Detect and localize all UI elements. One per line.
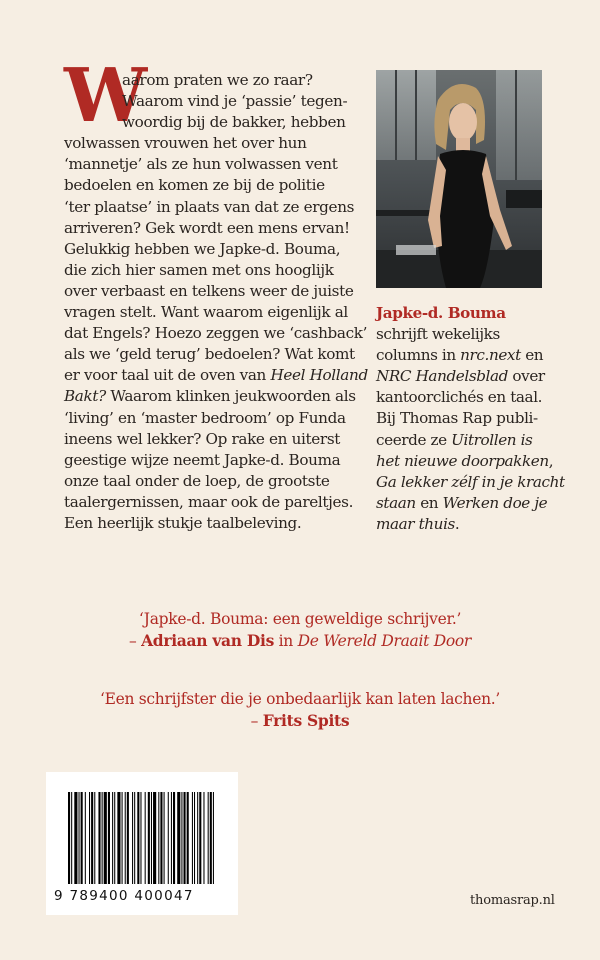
- bio-line-part: en: [415, 493, 443, 512]
- bio-line-part: ,: [548, 451, 554, 470]
- barcode-bar: [213, 792, 214, 884]
- book-title-italic: Heel Holland: [270, 366, 368, 385]
- barcode-bar: [203, 792, 204, 884]
- book-title-italic: het nieuwe doorpakken: [376, 451, 549, 470]
- blurb-line: volwassen vrouwen het over hun: [64, 134, 307, 153]
- barcode-bar: [125, 792, 126, 884]
- barcode-bar: [127, 792, 129, 884]
- blurb-line: vragen stelt. Want waarom eigenlijk al: [64, 303, 348, 322]
- bio-line: kantoorclichés en taal.: [376, 388, 543, 407]
- bio-line: [376, 430, 556, 451]
- barcode-bar: [108, 792, 110, 884]
- blurb-line: over verbaast en telkens weer de juiste: [64, 281, 354, 300]
- bio-line: [376, 451, 556, 472]
- barcode-bar: [81, 792, 83, 884]
- blurb-line: aarom praten we zo raar?: [122, 71, 313, 89]
- bio-line-part: over: [507, 367, 545, 386]
- bio-line-part: en: [520, 346, 544, 365]
- barcode-bar: [132, 792, 133, 884]
- barcode-bar: [210, 792, 212, 884]
- blurb-line: woordig bij de bakker, hebben: [122, 113, 346, 132]
- barcode-bar: [137, 792, 139, 884]
- quote-attribution: [0, 710, 600, 732]
- bio-line-part: columns in: [376, 346, 461, 365]
- barcode-bar: [117, 792, 120, 884]
- blurb-line: [64, 386, 354, 407]
- barcode-bar: [122, 792, 123, 884]
- bio-line: [376, 345, 556, 366]
- quote-show: De Wereld Draait Door: [297, 632, 472, 650]
- bio-line-part: .: [454, 514, 460, 533]
- review-quote-1: [0, 608, 600, 652]
- blurb-line: taalergernissen, maar ook de pareltjes.: [64, 492, 354, 511]
- barcode-bar: [94, 792, 95, 884]
- barcode-bar: [91, 792, 93, 884]
- barcode-bar: [181, 792, 182, 884]
- barcode-bar: [199, 792, 201, 884]
- author-name: Japke-d. Bouma: [376, 304, 506, 322]
- quote-in: in: [274, 632, 298, 650]
- barcode-bar: [171, 792, 172, 884]
- barcode-bar: [168, 792, 169, 884]
- bio-line-part: ceerde ze: [376, 430, 452, 449]
- author-photo: [376, 70, 542, 288]
- barcode-bar: [192, 792, 193, 884]
- quote-text: ‘Japke-d. Bouma: een geweldige schrijver.’: [138, 610, 462, 628]
- blurb-line: geestige wijze neemt Japke-d. Bouma: [64, 450, 341, 469]
- blurb-line-part: er voor taal uit de oven van: [64, 366, 271, 385]
- book-title-italic: Werken doe je: [442, 493, 548, 512]
- barcode-bar: [112, 792, 113, 884]
- barcode-bar: [102, 792, 103, 884]
- barcode-bar: [173, 792, 175, 884]
- barcode-bar: [160, 792, 162, 884]
- barcode-bar: [74, 792, 77, 884]
- quote-author: Frits Spits: [262, 711, 350, 730]
- barcode-bar: [184, 792, 186, 884]
- book-title-italic: Ga lekker zélf in je kracht: [376, 472, 565, 491]
- blurb-text: [64, 70, 368, 534]
- publisher-website: thomasrap.nl: [470, 893, 555, 908]
- newspaper-name: nrc.next: [460, 346, 521, 365]
- quote-text: ‘Een schrijfster die je onbedaarlijk kan laten lachen.’: [99, 690, 501, 708]
- barcode-bar: [79, 792, 80, 884]
- barcode-bar: [158, 792, 159, 884]
- bio-line: [376, 514, 556, 535]
- bio-line: Bij Thomas Rap publi-: [376, 409, 538, 428]
- blurb-line: ‘mannetje’ als ze hun volwassen vent: [64, 155, 338, 174]
- barcode-bar: [104, 792, 107, 884]
- review-quote-2: [0, 688, 600, 732]
- book-title-italic: staan: [376, 493, 416, 512]
- blurb-line: [64, 365, 368, 386]
- book-title-italic: Bakt?: [64, 387, 106, 406]
- book-title-italic: Uitrollen is: [451, 430, 533, 449]
- blurb-line: dat Engels? Hoezo zeggen we ‘cashback’: [64, 324, 368, 343]
- blurb-line: ‘living’ en ‘master bedroom’ op Funda: [64, 408, 346, 427]
- barcode-bar: [114, 792, 115, 884]
- newspaper-name: NRC Handelsblad: [376, 367, 508, 386]
- barcode-bar: [187, 792, 189, 884]
- blurb-line: Een heerlijk stukje taalbeleving.: [64, 513, 302, 532]
- barcode-bar: [153, 792, 156, 884]
- barcode-bar: [134, 792, 135, 884]
- bio-line: schrijft wekelijks: [376, 325, 500, 344]
- blurb-line: Waarom vind je ‘passie’ tegen-: [122, 92, 348, 111]
- barcode-bar: [164, 792, 165, 884]
- book-title-italic: maar thuis: [376, 514, 455, 533]
- barcode-bar: [177, 792, 180, 884]
- drop-cap: W: [64, 53, 148, 139]
- blurb-line: arriveren? Gek wordt een mens ervan!: [64, 218, 350, 237]
- blurb-line: als we ‘geld terug’ bedoelen? Wat komt: [64, 345, 355, 364]
- barcode-bar: [71, 792, 72, 884]
- quote-dash: –: [128, 632, 142, 650]
- barcode: [46, 772, 238, 915]
- barcode-bar: [85, 792, 86, 884]
- isbn-number: 9 789400 400047: [54, 888, 194, 904]
- barcode-bar: [151, 792, 152, 884]
- barcode-bar: [197, 792, 198, 884]
- quote-dash: –: [250, 712, 263, 730]
- quote-attribution: [0, 630, 600, 652]
- blurb-line: ineens wel lekker? Op rake en uiterst: [64, 429, 341, 448]
- barcode-bar: [194, 792, 195, 884]
- blurb-line: Gelukkig hebben we Japke-d. Bouma,: [64, 239, 341, 258]
- bio-line: [376, 493, 556, 514]
- blurb-line: die zich hier samen met ons hooglijk: [64, 260, 334, 279]
- barcode-bar: [68, 792, 70, 884]
- blurb-line: onze taal onder de loep, de grootste: [64, 471, 330, 490]
- bio-line: [376, 366, 556, 387]
- barcode-bar: [148, 792, 150, 884]
- barcode-bar: [208, 792, 209, 884]
- quote-author: Adriaan van Dis: [141, 631, 275, 650]
- barcode-bar: [89, 792, 90, 884]
- author-bio: [376, 303, 565, 535]
- barcode-bar: [98, 792, 100, 884]
- blurb-line-part: Waarom klinken jeukwoorden als: [105, 387, 356, 406]
- blurb-line: ‘ter plaatse’ in plaats van dat ze ergens: [64, 197, 355, 216]
- barcode-bar: [145, 792, 146, 884]
- barcode-bar: [140, 792, 141, 884]
- blurb-line: bedoelen en komen ze bij de politie: [64, 176, 325, 195]
